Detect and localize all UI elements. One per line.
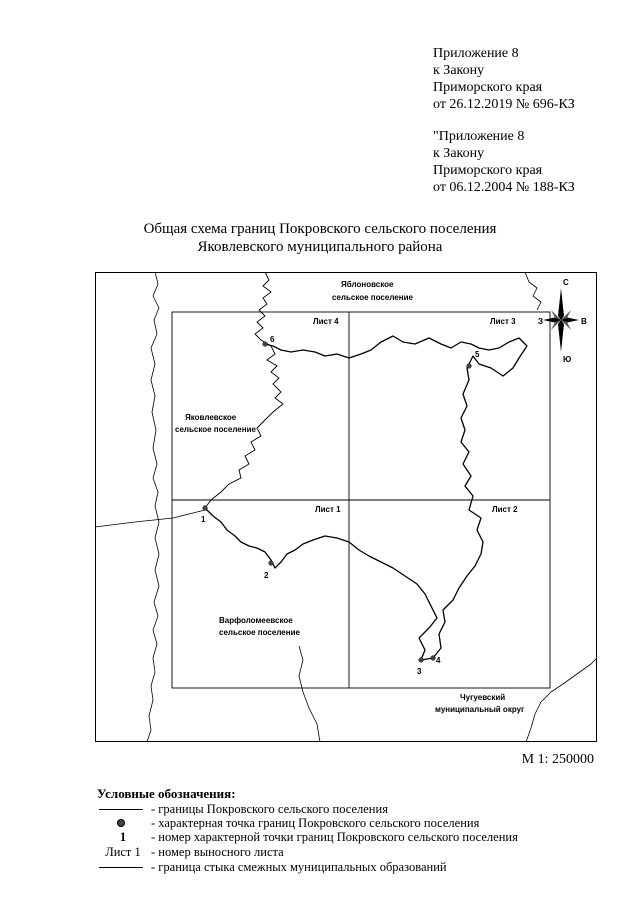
header-line: к Закону	[433, 63, 485, 78]
sheet-label: Лист 4	[313, 317, 339, 326]
region-label-southeast: Чугуевский	[460, 693, 506, 702]
legend-item-point-number	[95, 830, 615, 846]
region-label-southeast: муниципальный округ	[435, 705, 525, 714]
river-west	[205, 272, 283, 508]
header-line: Приморского края	[433, 80, 543, 95]
legend-symbol-thin-line	[95, 860, 151, 876]
compass-north: С	[563, 278, 569, 287]
legend-symbol-sheet: Лист 1	[105, 845, 141, 859]
region-label-west: Яковлевское	[185, 413, 237, 422]
legend-text: - границы Покровского сельского поселения	[151, 802, 388, 816]
point-label: 3	[417, 667, 422, 676]
point-label: 4	[436, 656, 441, 665]
legend-text: - характерная точка границ Покровского сельского поселения	[151, 816, 480, 830]
sheet-label: Лист 3	[490, 317, 516, 326]
sheet-label: Лист 1	[315, 505, 341, 514]
point-1	[203, 506, 208, 511]
header-line: от 26.12.2019 № 696-КЗ	[433, 97, 575, 112]
header-line: к Закону	[433, 146, 485, 161]
boundary-map	[95, 272, 597, 742]
point-label: 5	[475, 350, 480, 359]
map-title: Общая схема границ Покровского сельского поселения	[143, 221, 497, 237]
legend-symbol-number: 1	[119, 830, 127, 844]
legend-title: Условные обозначения:	[97, 786, 236, 801]
header-line: Приморского края	[433, 163, 543, 178]
appendix-header-original	[433, 128, 575, 196]
region-label-south: сельское поселение	[219, 628, 300, 637]
region-label-north: Яблоновское	[341, 280, 394, 289]
compass-west: З	[538, 317, 544, 326]
compass-south: Ю	[563, 355, 572, 364]
legend-item-adjacent	[95, 860, 615, 876]
legend-text: - граница стыка смежных муниципальных образований	[151, 860, 447, 874]
point-label: 1	[201, 515, 206, 524]
characteristic-points	[203, 342, 472, 663]
legend-text: - номер характерной точки границ Покровского сельского поселения	[151, 830, 518, 844]
legend-item-sheet	[95, 845, 615, 861]
map-scale: М 1: 250000	[521, 752, 594, 767]
region-label-south: Варфоломеевское	[219, 616, 293, 625]
map-frame	[96, 273, 597, 742]
point-label: 6	[270, 335, 275, 344]
header-line: Приложение 8	[433, 46, 519, 61]
compass-rose	[538, 278, 587, 364]
appendix-header-current	[433, 45, 575, 113]
map-subtitle: Яковлевского муниципального района	[197, 239, 443, 255]
sheet-label: Лист 2	[492, 505, 518, 514]
header-line: от 06.12.2004 № 188-КЗ	[433, 180, 575, 195]
compass-east: В	[581, 317, 587, 326]
adjacent-boundaries	[95, 272, 597, 742]
point-3	[419, 658, 424, 663]
point-4	[431, 656, 436, 661]
point-2	[269, 561, 274, 566]
pokrovsky-boundary	[205, 336, 527, 660]
region-label-west: сельское поселение	[175, 425, 256, 434]
region-label-north: сельское поселение	[332, 293, 413, 302]
header-line: "Приложение 8	[433, 129, 525, 144]
point-5	[467, 364, 472, 369]
legend-text: - номер выносного листа	[151, 845, 284, 859]
point-label: 2	[264, 571, 269, 580]
point-6	[263, 342, 268, 347]
